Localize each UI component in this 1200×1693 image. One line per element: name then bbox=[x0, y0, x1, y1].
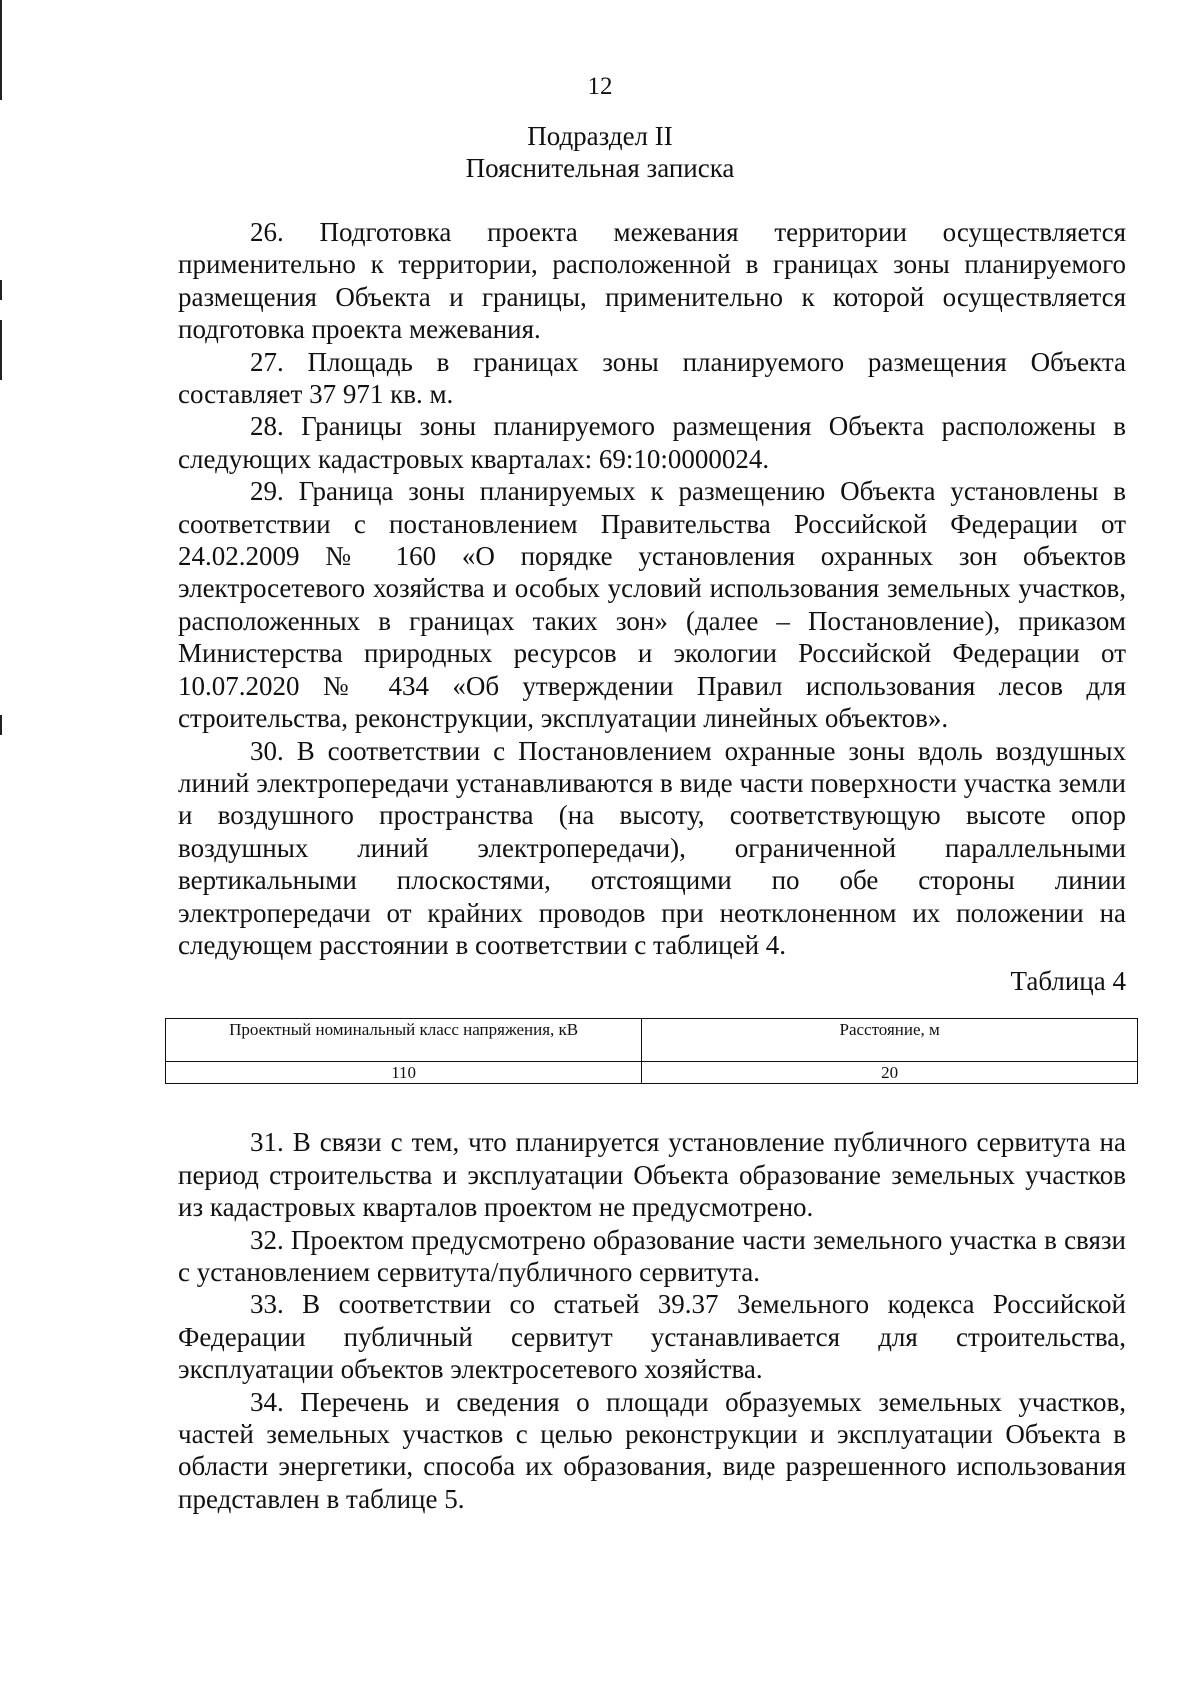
paragraphs-after-table bbox=[178, 1126, 1126, 1515]
paragraph-31: 31. В связи с тем, что планируется установление публичного сервитута на период строительства и эксплуатации Объекта образование земельных участков из кадастровых кварталов проектом не предусмотрено. bbox=[178, 1127, 1126, 1223]
paragraph-26: 26. Подготовка проекта межевания территории осуществляется применительно к территории, расположенной в границах зоны планируемого размещения Объекта и границы, применительно к которой осуществляется подготовка проекта межевания. bbox=[178, 217, 1126, 345]
table-cell-voltage: 110 bbox=[166, 1062, 642, 1084]
subsection-heading: Подраздел II bbox=[527, 121, 673, 151]
paragraph-34: 34. Перечень и сведения о площади образуемых земельных участков, частей земельных участков с целью реконструкции и эксплуатации Объекта в области энергетики, способа их образования, виде разрешенного использования представлен в таблице 5. bbox=[178, 1386, 1126, 1514]
table-row bbox=[166, 1062, 1138, 1084]
section-title: Пояснительная записка bbox=[465, 153, 735, 183]
table-header-voltage: Проектный номинальный класс напряжения, кВ bbox=[166, 1019, 642, 1062]
table-4 bbox=[165, 1018, 1138, 1084]
scan-edge-mark bbox=[0, 715, 2, 735]
table-cell-distance: 20 bbox=[642, 1062, 1138, 1084]
paragraph-27: 27. Площадь в границах зоны планируемого размещения Объекта составляет 37 971 кв. м. bbox=[178, 346, 1126, 410]
paragraph-30: 30. В соответствии с Постановлением охранные зоны вдоль воздушных линий электропередачи устанавливаются в виде части поверхности участка земли и воздушного пространства (на высоту, соответствующую высоте опор воздушных линий электропередачи), ограниченной параллельными вертикальными плоскостями, отстоящими по обе стороны линии электропередачи от крайних проводов при неотклоненном их положении на следующем расстоянии в соответствии с таблицей 4. bbox=[178, 735, 1126, 960]
paragraph-33: 33. В соответствии со статьей 39.37 Земельного кодекса Российской Федерации публичный сервитут устанавливается для строительства, эксплуатации объектов электросетевого хозяйства. bbox=[178, 1289, 1126, 1385]
document-body bbox=[178, 216, 1126, 1515]
scan-edge-mark bbox=[0, 320, 2, 380]
table-header-distance: Расстояние, м bbox=[642, 1019, 1138, 1062]
paragraph-29: 29. Граница зоны планируемых к размещению Объекта установлены в соответствии с постановлением Правительства Российской Федерации от 24.02.2009 № 160 «О порядке установления охранных зон объектов электросетевого хозяйства и особых условий использования земельных участков, расположенных в границах таких зон» (далее – Постановление), приказом Министерства природных ресурсов и экологии Российской Федерации от 10.07.2020 № 434 «Об утверждении Правил использования лесов для строительства, реконструкции, эксплуатации линейных объектов». bbox=[178, 476, 1126, 734]
paragraph-32: 32. Проектом предусмотрено образование части земельного участка в связи с установлением сервитута/публичного сервитута. bbox=[178, 1224, 1126, 1287]
page-number: 12 bbox=[587, 73, 613, 100]
table-caption: Таблица 4 bbox=[1010, 966, 1126, 997]
table-header-row bbox=[166, 1019, 1138, 1062]
scan-edge-mark bbox=[0, 280, 2, 300]
paragraph-28: 28. Границы зоны планируемого размещения Объекта расположены в следующих кадастровых кварталах: 69:10:0000024. bbox=[178, 411, 1126, 474]
